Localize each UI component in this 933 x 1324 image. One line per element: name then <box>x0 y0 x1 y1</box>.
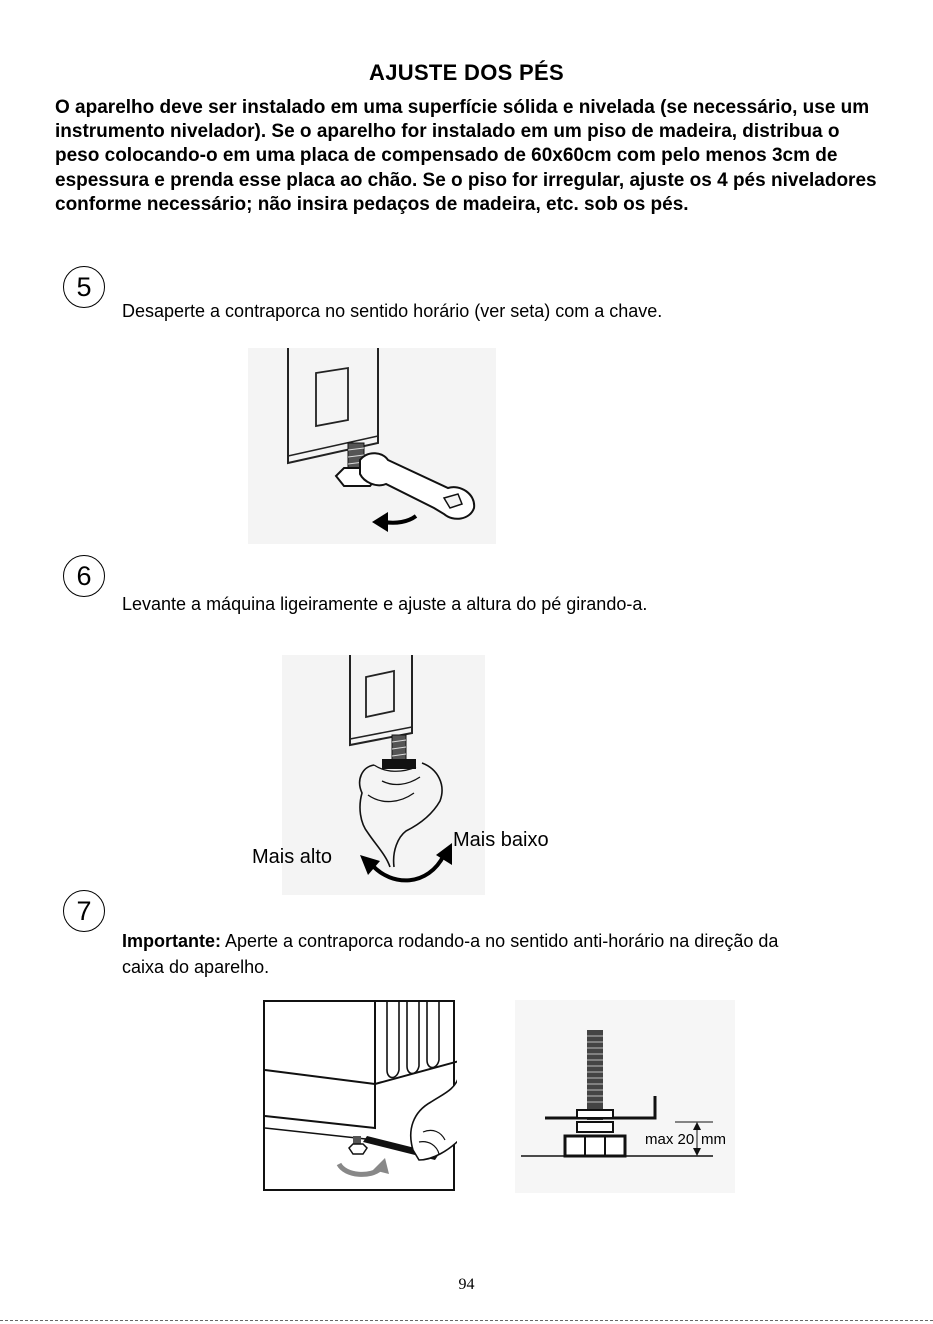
step-5-text: Desaperte a contraporca no sentido horário (ver seta) com a chave. <box>122 301 663 321</box>
intro-paragraph: O aparelho deve ser instalado em uma superfície sólida e nivelada (se necessário, use um instrumento nivelador). Se o aparelho for instalado em um piso de madeira, distribua o peso colocando-o em uma placa de compensado de 60x60cm com pelo menos 3cm de espessura e prenda esse placa ao chão. Se o piso for irregular, ajuste os 4 pés niveladores conforme necessário; não insira pedaços de madeira, etc. sob os pés. <box>55 97 877 215</box>
page-number: 94 <box>458 1276 475 1293</box>
tighten-locknut-illustration <box>263 1000 457 1193</box>
measure-label: max 20 <box>645 1131 695 1148</box>
bottom-rule <box>0 1320 933 1321</box>
page-title: AJUSTE DOS PÉS <box>369 60 564 85</box>
step-7-text <box>122 928 782 980</box>
step-6-number: 6 <box>63 555 105 597</box>
step-7-body: Aperte a contraporca rodando-a no sentido anti-horário na direção da caixa do aparelho. <box>122 931 779 977</box>
measure-unit: mm <box>701 1131 726 1148</box>
foot-height-diagram <box>515 1000 735 1193</box>
label-lower: Mais baixo <box>453 829 549 851</box>
step-5-number: 5 <box>63 266 105 308</box>
label-higher: Mais alto <box>252 846 333 868</box>
step-7-number: 7 <box>63 890 105 932</box>
wrench-loosen-illustration <box>248 348 496 544</box>
step-6-text: Levante a máquina ligeiramente e ajuste a altura do pé girando-a. <box>122 594 648 614</box>
step-7-important-label: Importante: <box>122 931 221 951</box>
